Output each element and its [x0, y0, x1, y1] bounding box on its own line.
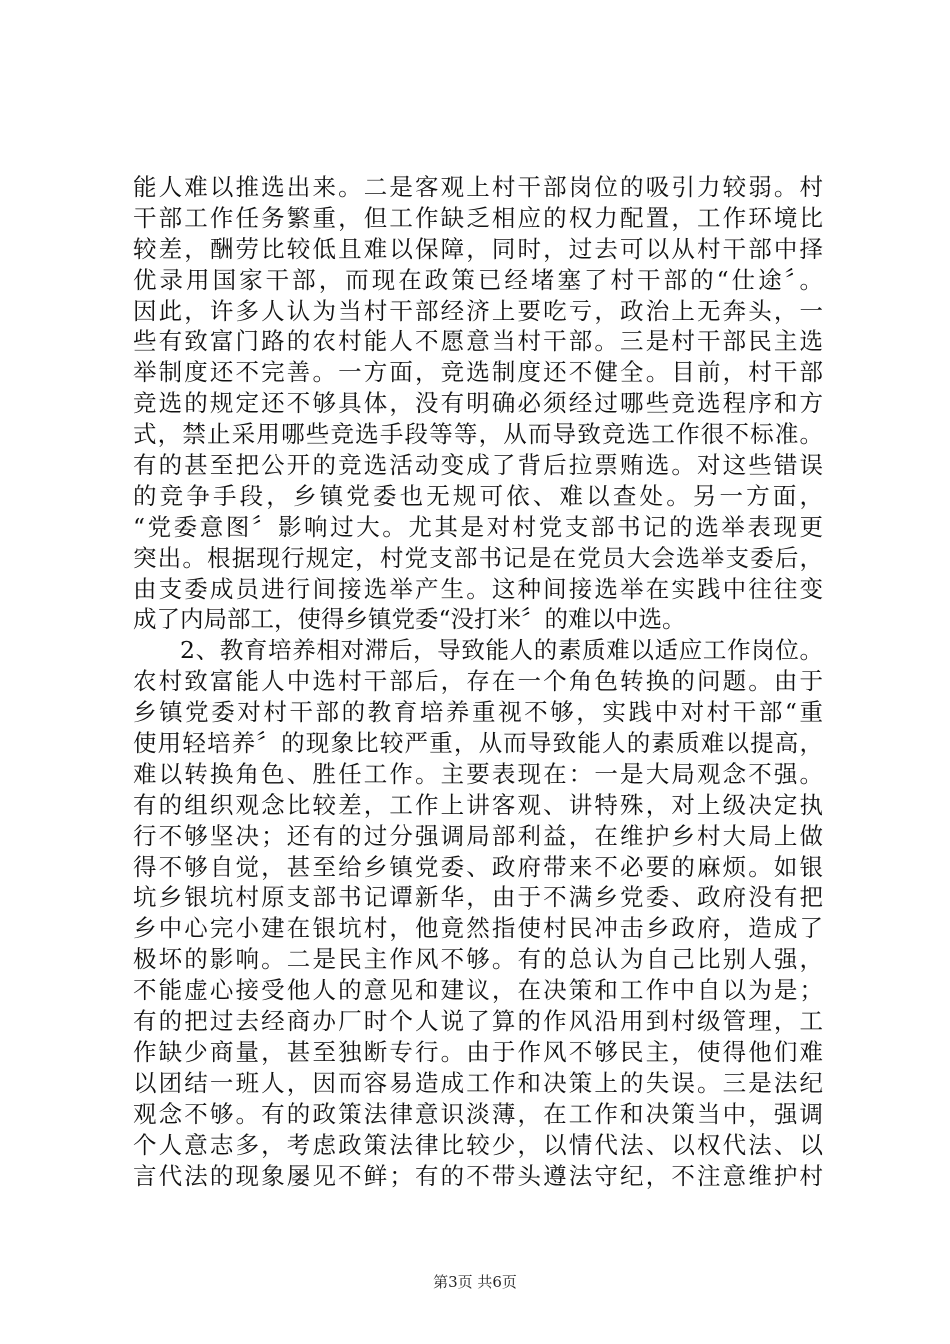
text-line: 得不够自觉，甚至给乡镇党委、政府带来不必要的麻烦。如银 — [133, 852, 823, 881]
text-line: 有的甚至把公开的竞选活动变成了背后拉票贿选。对这些错误 — [133, 451, 823, 480]
text-line: 举制度还不完善。一方面，竞选制度还不健全。目前，村干部 — [133, 358, 823, 387]
page-number-footer: 第3页 共6页 — [433, 1273, 517, 1291]
text-line: 有的把过去经商办厂时个人说了算的作风沿用到村级管理，工 — [133, 1007, 823, 1036]
text-line: 些有致富门路的农村能人不愿意当村干部。三是村干部民主选 — [133, 327, 823, 356]
text-line: 极坏的影响。二是民主作风不够。有的总认为自己比别人强， — [133, 945, 823, 974]
text-line: 成了内局部工，使得乡镇党委“没打米〞的难以中选。 — [133, 605, 686, 634]
text-line: 较差，酬劳比较低且难以保障，同时，过去可以从村干部中择 — [133, 234, 823, 263]
text-line: 以团结一班人，因而容易造成工作和决策上的失误。三是法纪 — [133, 1068, 823, 1097]
text-line: 乡镇党委对村干部的教育培养重视不够，实践中对村干部“重 — [133, 698, 823, 727]
body-text — [133, 172, 823, 1191]
text-line: 的竞争手段，乡镇党委也无规可依、难以查处。另一方面， — [133, 481, 823, 510]
text-line: 突出。根据现行规定，村党支部书记是在党员大会选举支委后， — [133, 543, 823, 572]
text-line: 个人意志多，考虑政策法律比较少，以情代法、以权代法、以 — [133, 1130, 823, 1159]
text-line: 式，禁止采用哪些竞选手段等等，从而导致竞选工作很不标准。 — [133, 420, 823, 449]
text-line: 观念不够。有的政策法律意识淡薄，在工作和决策当中，强调 — [133, 1099, 823, 1128]
text-line: “党委意图〞影响过大。尤其是对村党支部书记的选举表现更 — [133, 512, 823, 541]
text-line: 因此，许多人认为当村干部经济上要吃亏，政治上无奔头，一 — [133, 296, 823, 325]
text-line: 优录用国家干部，而现在政策已经堵塞了村干部的“仕途〞。 — [133, 265, 823, 294]
text-line: 言代法的现象屡见不鲜；有的不带头遵法守纪，不注意维护村 — [133, 1161, 823, 1190]
text-line: 乡中心完小建在银坑村，他竟然指使村民冲击乡政府，造成了 — [133, 914, 823, 943]
text-line: 难以转换角色、胜任工作。主要表现在：一是大局观念不强。 — [133, 759, 823, 788]
text-line: 2、教育培养相对滞后，导致能人的素质难以适应工作岗位。 — [180, 636, 823, 665]
text-line: 能人难以推选出来。二是客观上村干部岗位的吸引力较弱。村 — [133, 173, 823, 201]
text-line: 坑乡银坑村原支部书记谭新华，由于不满乡党委、政府没有把 — [133, 883, 823, 912]
text-line: 干部工作任务繁重，但工作缺乏相应的权力配置，工作环境比 — [133, 203, 823, 232]
text-line: 有的组织观念比较差，工作上讲客观、讲特殊，对上级决定执 — [133, 790, 823, 819]
text-line: 作缺少商量，甚至独断专行。由于作风不够民主，使得他们难 — [133, 1037, 823, 1066]
text-line: 由支委成员进行间接选举产生。这种间接选举在实践中往往变 — [133, 574, 823, 603]
text-line: 行不够坚决；还有的过分强调局部利益，在维护乡村大局上做 — [133, 821, 823, 850]
text-line: 使用轻培养〞的现象比较严重，从而导致能人的素质难以提高， — [133, 729, 823, 758]
text-line: 农村致富能人中选村干部后，存在一个角色转换的问题。由于 — [133, 667, 823, 696]
text-line: 竞选的规定还不够具体，没有明确必须经过哪些竞选程序和方 — [133, 389, 823, 418]
text-line: 不能虚心接受他人的意见和建议，在决策和工作中自以为是； — [133, 976, 823, 1005]
